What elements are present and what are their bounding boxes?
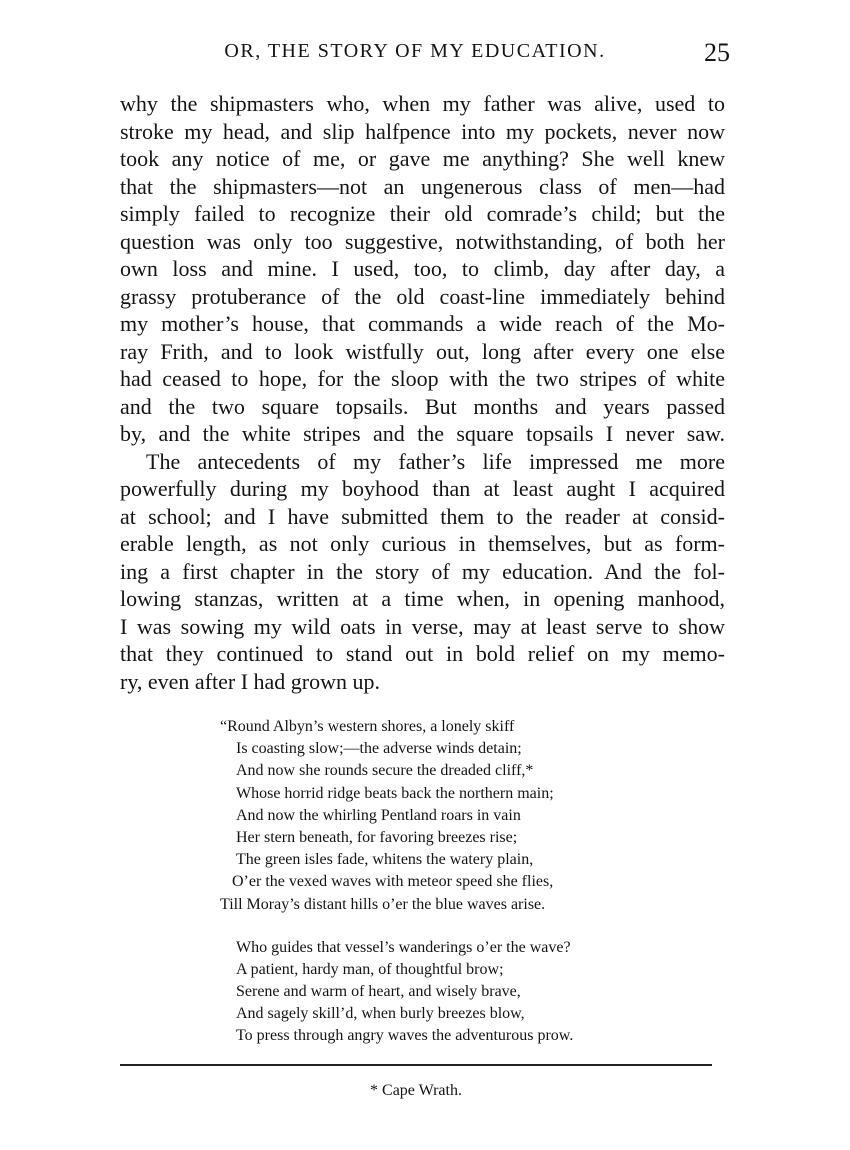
verse-line: O’er the vexed waves with meteor speed she flies, [232, 873, 554, 891]
text-line: simply failed to recognize their old comrade’s child; but the [120, 201, 725, 226]
text-line: erable length, as not only curious in themselves, but as form- [120, 531, 725, 556]
text-line: at school; and I have submitted them to the reader at consid- [120, 503, 725, 529]
text-line: grassy protuberance of the old coast-line immediately behind [120, 283, 725, 309]
text-line: that the shipmasters—not an ungenerous class of men—had [120, 173, 725, 199]
verse-line: A patient, hardy man, of thoughtful brow; [236, 960, 504, 978]
verse-line: To press through angry waves the adventurous prow. [236, 1027, 574, 1045]
text-line: and the two square topsails. But months and years passed [120, 393, 725, 419]
stanza-break [220, 916, 640, 937]
verse-line: And now she rounds secure the dreaded cliff,* [236, 762, 534, 780]
verse-block [220, 716, 640, 1048]
footnote-rule [120, 1064, 712, 1066]
text-line: question was only too suggestive, notwithstanding, of both her [120, 228, 725, 254]
page-number: 25 [704, 38, 730, 67]
verse-line: And sagely skill’d, when burly breezes blow, [236, 1005, 525, 1023]
text-line: lowing stanzas, written at a time when, in opening manhood, [120, 586, 725, 611]
text-line: that they continued to stand out in bold relief on my memo- [120, 641, 725, 666]
footnote: * Cape Wrath. [370, 1082, 462, 1099]
verse-line: “Round Albyn’s western shores, a lonely skiff [220, 718, 515, 735]
verse-line: Her stern beneath, for favoring breezes rise; [236, 828, 518, 846]
running-head: OR, THE STORY OF MY EDUCATION. [224, 40, 606, 62]
verse-line: Whose horrid ridge beats back the northern main; [236, 784, 554, 802]
text-line: ry, even after I had grown up. [120, 668, 381, 694]
verse-line: Serene and warm of heart, and wisely brave, [236, 983, 521, 1001]
text-line: I was sowing my wild oats in verse, may at least serve to show [120, 613, 725, 639]
text-line: by, and the white stripes and the square topsails I never saw. [120, 421, 725, 446]
text-line: had ceased to hope, for the sloop with the two stripes of white [120, 366, 725, 391]
text-line: took any notice of me, or gave me anything? She well knew [120, 146, 725, 171]
verse-line: Till Moray’s distant hills o’er the blue waves arise. [220, 895, 546, 913]
text-line: own loss and mine. I used, too, to climb, day after day, a [120, 256, 725, 281]
verse-line: The green isles fade, whitens the watery plain, [236, 851, 534, 869]
verse-line: And now the whirling Pentland roars in vain [236, 806, 521, 824]
text-line: why the shipmasters who, when my father was alive, used to [120, 91, 725, 116]
stanza [220, 716, 640, 916]
verse-line: Is coasting slow;—the adverse winds detain; [236, 740, 522, 758]
verse-line: Who guides that vessel’s wanderings o’er the wave? [236, 938, 571, 956]
text-line: ray Frith, and to look wistfully out, long after every one else [120, 338, 725, 364]
text-line: my mother’s house, that commands a wide reach of the Mo- [120, 311, 725, 336]
paragraph-first-line: The antecedents of my father’s life impressed me more [146, 448, 725, 474]
body-text [120, 90, 725, 695]
text-line: stroke my head, and slip halfpence into my pockets, never now [120, 118, 725, 144]
text-line: ing a first chapter in the story of my education. And the fol- [120, 558, 725, 584]
text-line: powerfully during my boyhood than at least aught I acquired [120, 476, 725, 501]
stanza [220, 937, 640, 1048]
